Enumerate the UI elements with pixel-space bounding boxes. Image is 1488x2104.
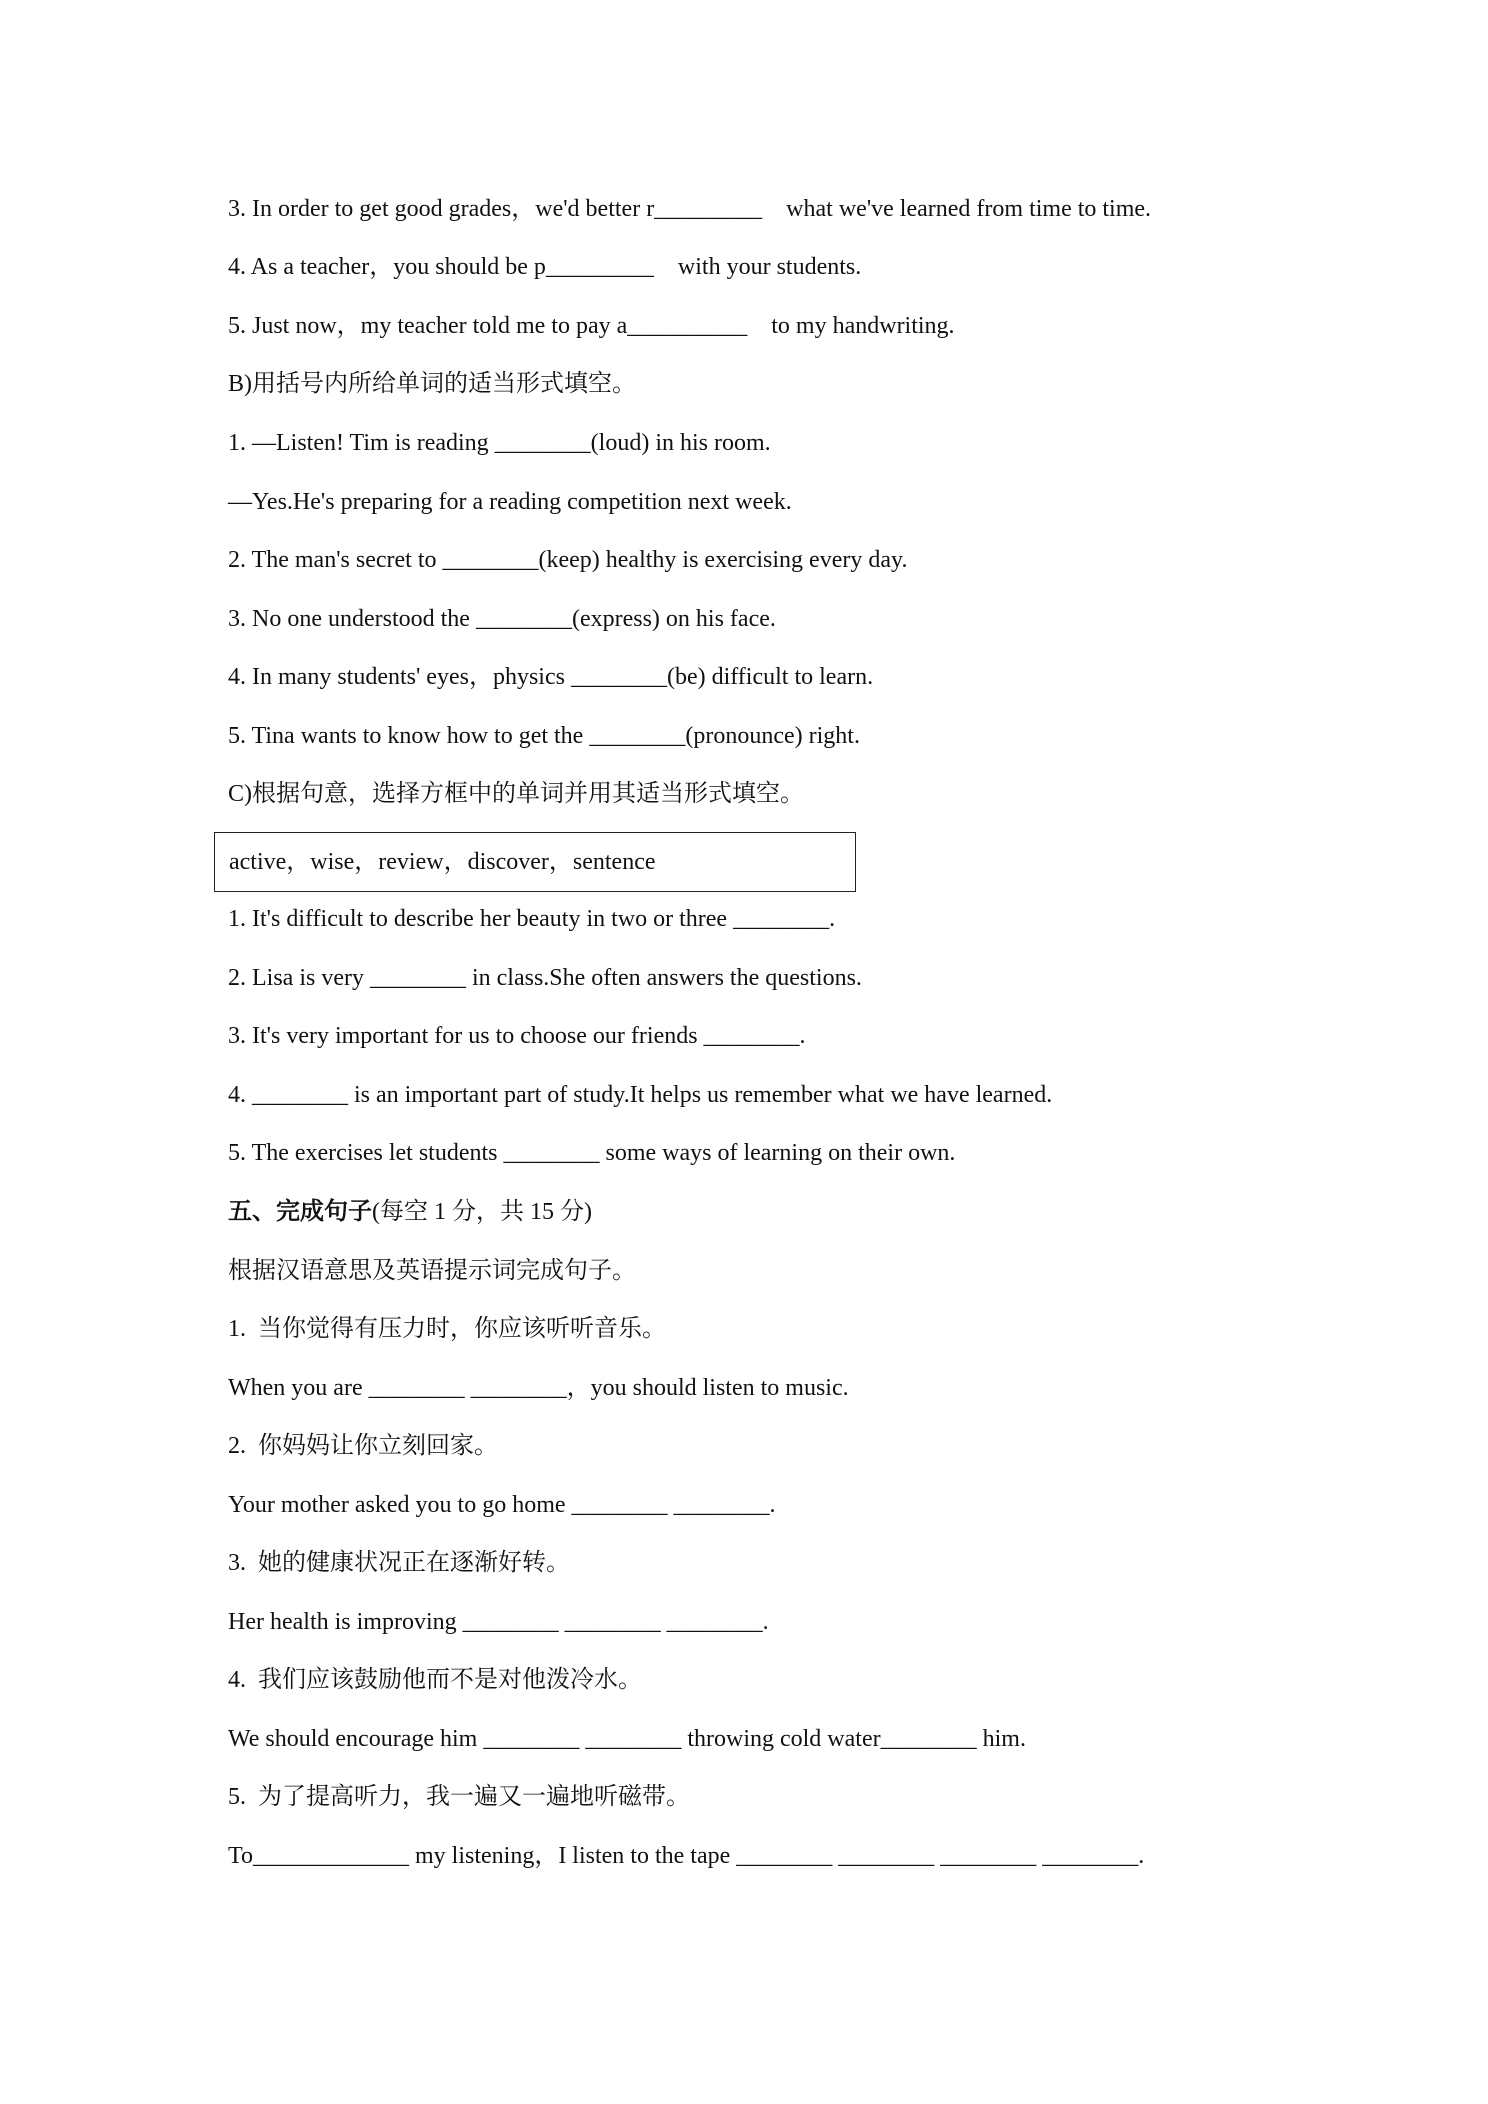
part-b-item-5: 5. Tina wants to know how to get the ________(pronounce) right. [228, 723, 860, 749]
word-box-words: active，wise，review，discover，sentence [229, 849, 656, 875]
part-c-item-1: 1. It's difficult to describe her beauty in two or three ________. [228, 906, 836, 932]
part-a-item-5: 5. Just now，my teacher told me to pay a__________ to my handwriting. [228, 313, 955, 339]
part-b-item-4: 4. In many students' eyes，physics ________(be) difficult to learn. [228, 664, 874, 690]
part-b-item-2: 2. The man's secret to ________(keep) healthy is exercising every day. [228, 547, 908, 573]
section-5-item-1-chinese: 1. 当你觉得有压力时，你应该听听音乐。 [228, 1316, 666, 1342]
section-5-title-bold: 五、完成句子 [228, 1199, 372, 1225]
section-5-item-4-chinese: 4. 我们应该鼓励他而不是对他泼冷水。 [228, 1667, 642, 1693]
section-5-item-2-english: Your mother asked you to go home ________ ________. [228, 1492, 776, 1518]
part-b-heading: B)用括号内所给单词的适当形式填空。 [228, 371, 636, 397]
part-c-heading: C)根据句意，选择方框中的单词并用其适当形式填空。 [228, 781, 804, 807]
part-c-item-3: 3. It's very important for us to choose our friends ________. [228, 1023, 806, 1049]
word-box [214, 832, 856, 892]
section-5-title [228, 1197, 592, 1227]
part-b-item-1-reply: —Yes.He's preparing for a reading competition next week. [228, 489, 792, 515]
section-5-item-1-english: When you are ________ ________，you should listen to music. [228, 1375, 849, 1401]
section-5-item-3-chinese: 3. 她的健康状况正在逐渐好转。 [228, 1550, 570, 1576]
section-5-title-score: (每空 1 分，共 15 分) [372, 1199, 592, 1225]
part-b-item-1: 1. —Listen! Tim is reading ________(loud) in his room. [228, 430, 771, 456]
part-c-item-4: 4. ________ is an important part of study.It helps us remember what we have learned. [228, 1082, 1053, 1108]
section-5-item-2-chinese: 2. 你妈妈让你立刻回家。 [228, 1433, 498, 1459]
part-c-item-5: 5. The exercises let students ________ some ways of learning on their own. [228, 1140, 956, 1166]
part-c-item-2: 2. Lisa is very ________ in class.She often answers the questions. [228, 965, 862, 991]
section-5-item-3-english: Her health is improving ________ ________ ________. [228, 1609, 769, 1635]
section-5-item-5-english: To_____________ my listening，I listen to the tape ________ ________ ________ ________. [228, 1843, 1145, 1869]
part-b-item-3: 3. No one understood the ________(express) on his face. [228, 606, 776, 632]
section-5-instruction: 根据汉语意思及英语提示词完成句子。 [228, 1258, 636, 1284]
section-5-item-5-chinese: 5. 为了提高听力，我一遍又一遍地听磁带。 [228, 1784, 690, 1810]
section-5-item-4-english: We should encourage him ________ ________ throwing cold water________ him. [228, 1726, 1026, 1752]
part-a-item-4: 4. As a teacher，you should be p_________ with your students. [228, 254, 862, 280]
part-a-item-3: 3. In order to get good grades，we'd better r_________ what we've learned from time to time. [228, 196, 1152, 222]
